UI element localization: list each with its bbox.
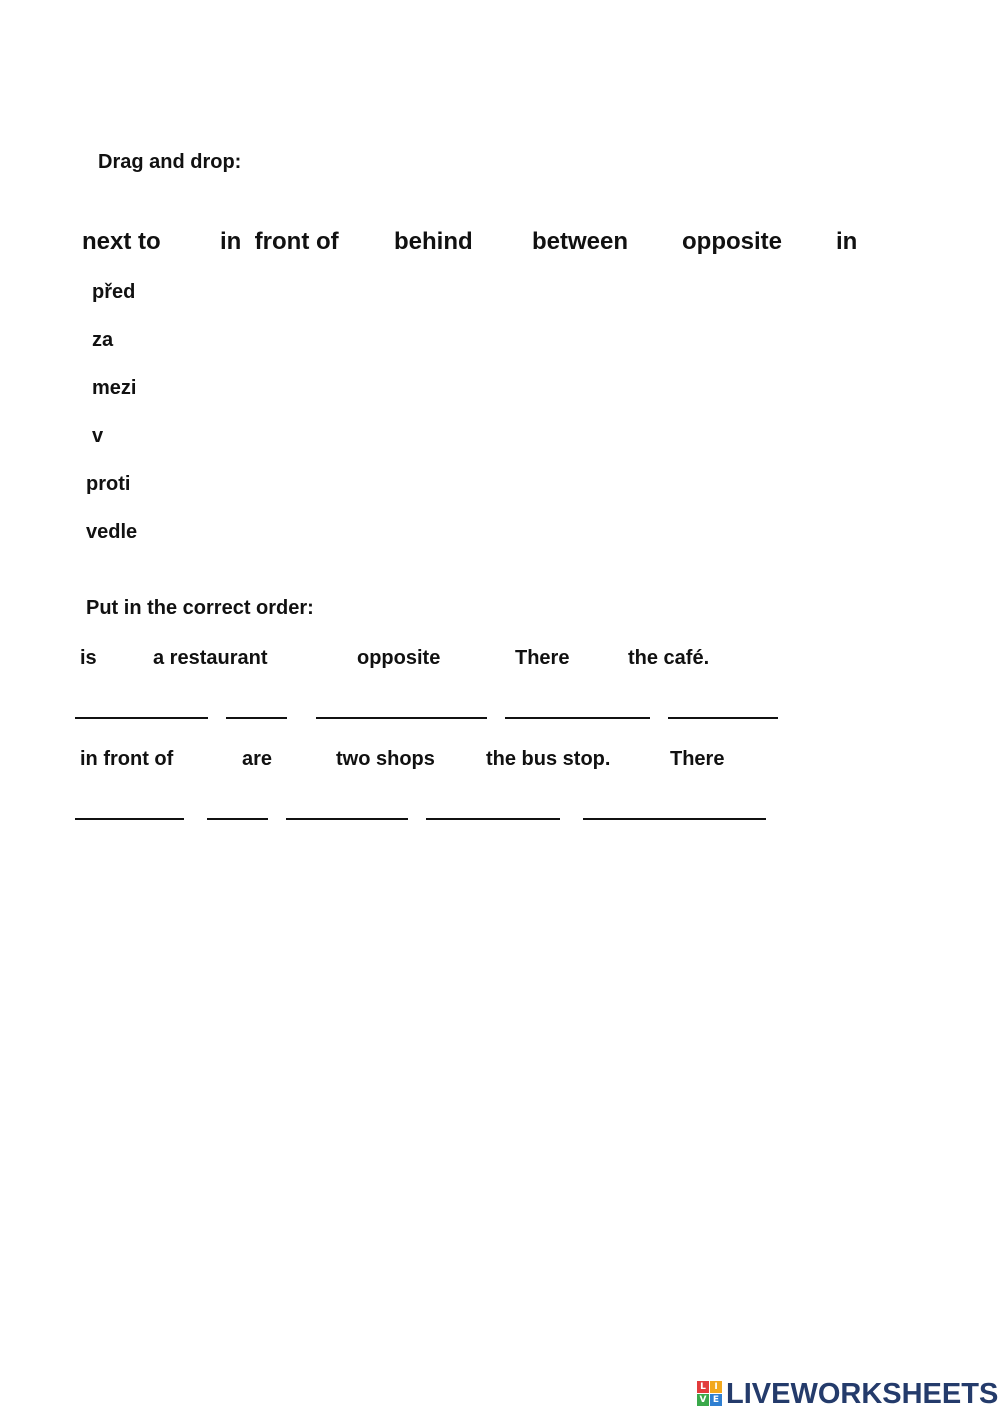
liveworksheets-logo	[697, 1378, 998, 1410]
sentence1-blank-1[interactable]	[75, 717, 208, 719]
logo-icon-letter: I	[710, 1381, 722, 1393]
sentence1-blank-3[interactable]	[316, 717, 487, 719]
sentence2-word-are[interactable]: are	[242, 748, 273, 770]
sentence1-blank-2[interactable]	[226, 717, 287, 719]
sentence2-blank-4[interactable]	[426, 818, 560, 820]
sentence2-word-there[interactable]: There	[670, 748, 725, 770]
czech-word-mezi: mezi	[92, 377, 137, 399]
option-between[interactable]: between	[532, 228, 629, 255]
liveworksheets-logo-icon	[697, 1381, 723, 1407]
correct-order-heading: Put in the correct order:	[86, 597, 314, 619]
sentence2-blank-2[interactable]	[207, 818, 268, 820]
sentence2-blank-3[interactable]	[286, 818, 408, 820]
sentence2-word-the-bus-stop[interactable]: the bus stop.	[486, 748, 611, 770]
sentence1-blank-5[interactable]	[668, 717, 778, 719]
option-in-front-of[interactable]: in front of	[220, 228, 339, 255]
sentence1-blank-4[interactable]	[505, 717, 650, 719]
sentence1-word-there[interactable]: There	[515, 647, 570, 669]
sentence2-blank-1[interactable]	[75, 818, 184, 820]
sentence1-word-the-cafe[interactable]: the café.	[628, 647, 710, 669]
czech-word-za: za	[92, 329, 114, 351]
liveworksheets-logo-text: LIVEWORKSHEETS	[726, 1377, 999, 1410]
sentence2-word-in-front-of[interactable]: in front of	[80, 748, 174, 770]
option-behind[interactable]: behind	[394, 228, 473, 255]
czech-word-pred: před	[92, 281, 136, 303]
sentence1-word-opposite[interactable]: opposite	[357, 647, 441, 669]
option-next-to[interactable]: next to	[82, 228, 161, 255]
czech-word-vedle: vedle	[86, 521, 138, 543]
option-opposite[interactable]: opposite	[682, 228, 782, 255]
czech-word-v: v	[92, 425, 104, 447]
drag-drop-heading: Drag and drop:	[98, 151, 242, 173]
sentence1-word-a-restaurant[interactable]: a restaurant	[153, 647, 268, 669]
sentence2-word-two-shops[interactable]: two shops	[336, 748, 435, 770]
option-in[interactable]: in	[836, 228, 858, 255]
logo-icon-letter: L	[697, 1381, 709, 1393]
logo-icon-letter: V	[697, 1394, 709, 1406]
sentence1-word-is[interactable]: is	[80, 647, 97, 669]
sentence2-blank-5[interactable]	[583, 818, 766, 820]
czech-word-proti: proti	[86, 473, 131, 495]
logo-icon-letter: E	[710, 1394, 722, 1406]
